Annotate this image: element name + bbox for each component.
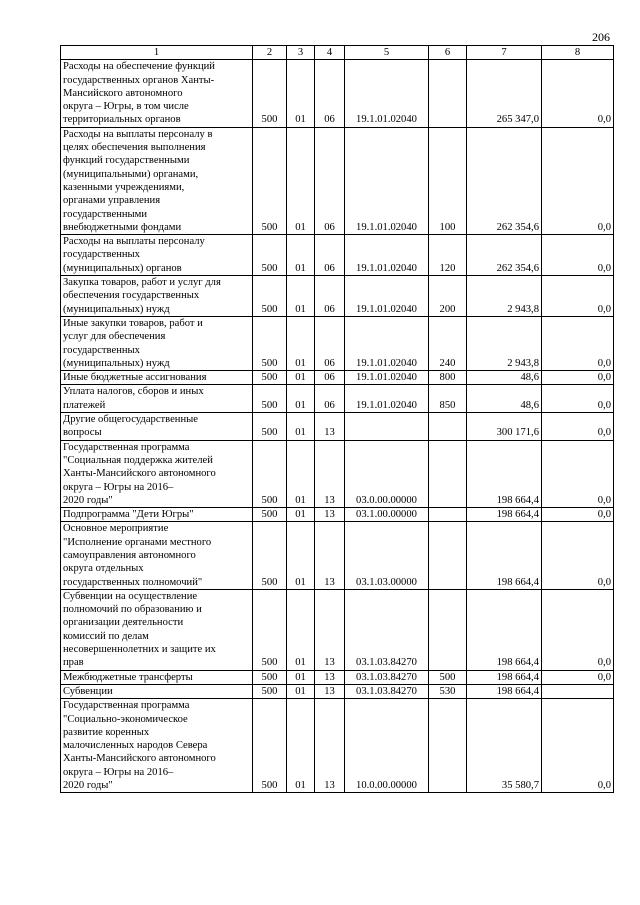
amount-2-cell: 0,0 <box>542 60 614 127</box>
section-code-cell: 01 <box>287 440 315 507</box>
expense-name-cell: Субвенции <box>61 684 253 698</box>
table-row <box>61 60 614 127</box>
ministry-code-cell: 500 <box>253 60 287 127</box>
expense-name-cell: Государственная программа "Социально-экономическое развитие коренных малочисленных народов Севера Ханты-Мансийского автономного округа – Югры на 2016– 2020 годы" <box>61 699 253 793</box>
subsection-code-cell: 13 <box>315 508 345 522</box>
amount-cell: 198 664,4 <box>467 670 542 684</box>
amount-cell: 48,6 <box>467 385 542 413</box>
subsection-code-cell: 13 <box>315 589 345 670</box>
amount-2-cell: 0,0 <box>542 508 614 522</box>
column-header: 2 <box>253 46 287 60</box>
subsection-code-cell: 13 <box>315 670 345 684</box>
table-row <box>61 684 614 698</box>
subsection-code-cell: 06 <box>315 276 345 317</box>
ministry-code-cell: 500 <box>253 508 287 522</box>
amount-2-cell: 0,0 <box>542 127 614 234</box>
table-row <box>61 385 614 413</box>
expense-name-cell: Расходы на обеспечение функций государственных органов Ханты- Мансийского автономного округа – Югры, в том числе территориальных органов <box>61 60 253 127</box>
target-article-cell: 19.1.01.02040 <box>345 371 429 385</box>
table-header-row <box>61 46 614 60</box>
amount-cell: 48,6 <box>467 371 542 385</box>
expense-name-cell: Расходы на выплаты персоналу в целях обеспечения выполнения функций государственными (муниципальными) органами, казенными учреждениями, органами управления государственными внебюджетными фондами <box>61 127 253 234</box>
ministry-code-cell: 500 <box>253 670 287 684</box>
amount-cell: 2 943,8 <box>467 276 542 317</box>
ministry-code-cell: 500 <box>253 316 287 370</box>
amount-2-cell <box>542 684 614 698</box>
ministry-code-cell: 500 <box>253 589 287 670</box>
table-row <box>61 508 614 522</box>
ministry-code-cell: 500 <box>253 413 287 441</box>
expense-name-cell: Подпрограмма "Дети Югры" <box>61 508 253 522</box>
subsection-code-cell: 13 <box>315 699 345 793</box>
section-code-cell: 01 <box>287 684 315 698</box>
amount-2-cell: 0,0 <box>542 385 614 413</box>
section-code-cell: 01 <box>287 316 315 370</box>
ministry-code-cell: 500 <box>253 371 287 385</box>
column-header: 1 <box>61 46 253 60</box>
amount-2-cell: 0,0 <box>542 276 614 317</box>
column-header: 6 <box>429 46 467 60</box>
ministry-code-cell: 500 <box>253 699 287 793</box>
expense-type-cell: 200 <box>429 276 467 317</box>
expense-type-cell <box>429 413 467 441</box>
expense-name-cell: Расходы на выплаты персоналу государственных (муниципальных) органов <box>61 235 253 276</box>
expense-type-cell <box>429 508 467 522</box>
section-code-cell: 01 <box>287 670 315 684</box>
target-article-cell: 03.1.00.00000 <box>345 508 429 522</box>
amount-2-cell: 0,0 <box>542 589 614 670</box>
column-header: 4 <box>315 46 345 60</box>
section-code-cell: 01 <box>287 385 315 413</box>
subsection-code-cell: 13 <box>315 684 345 698</box>
target-article-cell: 03.1.03.00000 <box>345 522 429 589</box>
expense-type-cell: 850 <box>429 385 467 413</box>
target-article-cell: 03.0.00.00000 <box>345 440 429 507</box>
ministry-code-cell: 500 <box>253 235 287 276</box>
table-row <box>61 235 614 276</box>
subsection-code-cell: 13 <box>315 522 345 589</box>
subsection-code-cell: 06 <box>315 127 345 234</box>
amount-2-cell: 0,0 <box>542 670 614 684</box>
subsection-code-cell: 06 <box>315 316 345 370</box>
table-row <box>61 413 614 441</box>
expense-type-cell: 530 <box>429 684 467 698</box>
expense-type-cell <box>429 440 467 507</box>
amount-2-cell: 0,0 <box>542 316 614 370</box>
ministry-code-cell: 500 <box>253 276 287 317</box>
table-row <box>61 440 614 507</box>
table-row <box>61 316 614 370</box>
target-article-cell: 03.1.03.84270 <box>345 684 429 698</box>
column-header: 5 <box>345 46 429 60</box>
expense-name-cell: Закупка товаров, работ и услуг для обеспечения государственных (муниципальных) нужд <box>61 276 253 317</box>
target-article-cell: 03.1.03.84270 <box>345 589 429 670</box>
column-header: 3 <box>287 46 315 60</box>
expense-type-cell: 100 <box>429 127 467 234</box>
target-article-cell: 19.1.01.02040 <box>345 127 429 234</box>
expense-type-cell: 500 <box>429 670 467 684</box>
table-row <box>61 589 614 670</box>
expense-name-cell: Уплата налогов, сборов и иных платежей <box>61 385 253 413</box>
table-row <box>61 699 614 793</box>
target-article-cell: 19.1.01.02040 <box>345 385 429 413</box>
expense-name-cell: Государственная программа "Социальная поддержка жителей Ханты-Мансийского автономного округа – Югры на 2016– 2020 годы" <box>61 440 253 507</box>
amount-2-cell: 0,0 <box>542 440 614 507</box>
expense-name-cell: Другие общегосударственные вопросы <box>61 413 253 441</box>
target-article-cell: 19.1.01.02040 <box>345 316 429 370</box>
table-row <box>61 127 614 234</box>
expense-name-cell: Межбюджетные трансферты <box>61 670 253 684</box>
subsection-code-cell: 13 <box>315 440 345 507</box>
amount-cell: 198 664,4 <box>467 440 542 507</box>
expense-type-cell: 120 <box>429 235 467 276</box>
subsection-code-cell: 06 <box>315 235 345 276</box>
amount-2-cell: 0,0 <box>542 522 614 589</box>
section-code-cell: 01 <box>287 413 315 441</box>
section-code-cell: 01 <box>287 522 315 589</box>
page-number: 206 <box>592 30 610 44</box>
target-article-cell: 19.1.01.02040 <box>345 276 429 317</box>
target-article-cell <box>345 413 429 441</box>
target-article-cell: 19.1.01.02040 <box>345 60 429 127</box>
subsection-code-cell: 06 <box>315 371 345 385</box>
ministry-code-cell: 500 <box>253 440 287 507</box>
column-header: 8 <box>542 46 614 60</box>
column-header: 7 <box>467 46 542 60</box>
section-code-cell: 01 <box>287 371 315 385</box>
expense-name-cell: Иные закупки товаров, работ и услуг для обеспечения государственных (муниципальных) нужд <box>61 316 253 370</box>
amount-cell: 265 347,0 <box>467 60 542 127</box>
amount-2-cell: 0,0 <box>542 235 614 276</box>
amount-cell: 2 943,8 <box>467 316 542 370</box>
expense-name-cell: Иные бюджетные ассигнования <box>61 371 253 385</box>
expense-type-cell: 800 <box>429 371 467 385</box>
ministry-code-cell: 500 <box>253 684 287 698</box>
amount-cell: 262 354,6 <box>467 235 542 276</box>
expense-type-cell <box>429 522 467 589</box>
expense-type-cell <box>429 589 467 670</box>
section-code-cell: 01 <box>287 589 315 670</box>
section-code-cell: 01 <box>287 235 315 276</box>
amount-cell: 198 664,4 <box>467 508 542 522</box>
section-code-cell: 01 <box>287 60 315 127</box>
amount-cell: 198 664,4 <box>467 522 542 589</box>
amount-cell: 198 664,4 <box>467 684 542 698</box>
amount-cell: 262 354,6 <box>467 127 542 234</box>
ministry-code-cell: 500 <box>253 385 287 413</box>
subsection-code-cell: 06 <box>315 385 345 413</box>
expense-name-cell: Субвенции на осуществление полномочий по образованию и организации деятельности комиссий по делам несовершеннолетних и защите их прав <box>61 589 253 670</box>
target-article-cell: 19.1.01.02040 <box>345 235 429 276</box>
amount-cell: 198 664,4 <box>467 589 542 670</box>
subsection-code-cell: 06 <box>315 60 345 127</box>
table-row <box>61 522 614 589</box>
expense-name-cell: Основное мероприятие "Исполнение органами местного самоуправления автономного округа отдельных государственных полномочий" <box>61 522 253 589</box>
section-code-cell: 01 <box>287 127 315 234</box>
expense-type-cell <box>429 699 467 793</box>
table-row <box>61 670 614 684</box>
amount-2-cell: 0,0 <box>542 413 614 441</box>
amount-2-cell: 0,0 <box>542 371 614 385</box>
table-row <box>61 276 614 317</box>
target-article-cell: 10.0.00.00000 <box>345 699 429 793</box>
section-code-cell: 01 <box>287 508 315 522</box>
budget-table <box>60 45 614 793</box>
target-article-cell: 03.1.03.84270 <box>345 670 429 684</box>
ministry-code-cell: 500 <box>253 127 287 234</box>
subsection-code-cell: 13 <box>315 413 345 441</box>
section-code-cell: 01 <box>287 276 315 317</box>
table-row <box>61 371 614 385</box>
amount-2-cell: 0,0 <box>542 699 614 793</box>
amount-cell: 35 580,7 <box>467 699 542 793</box>
expense-type-cell <box>429 60 467 127</box>
section-code-cell: 01 <box>287 699 315 793</box>
ministry-code-cell: 500 <box>253 522 287 589</box>
expense-type-cell: 240 <box>429 316 467 370</box>
amount-cell: 300 171,6 <box>467 413 542 441</box>
